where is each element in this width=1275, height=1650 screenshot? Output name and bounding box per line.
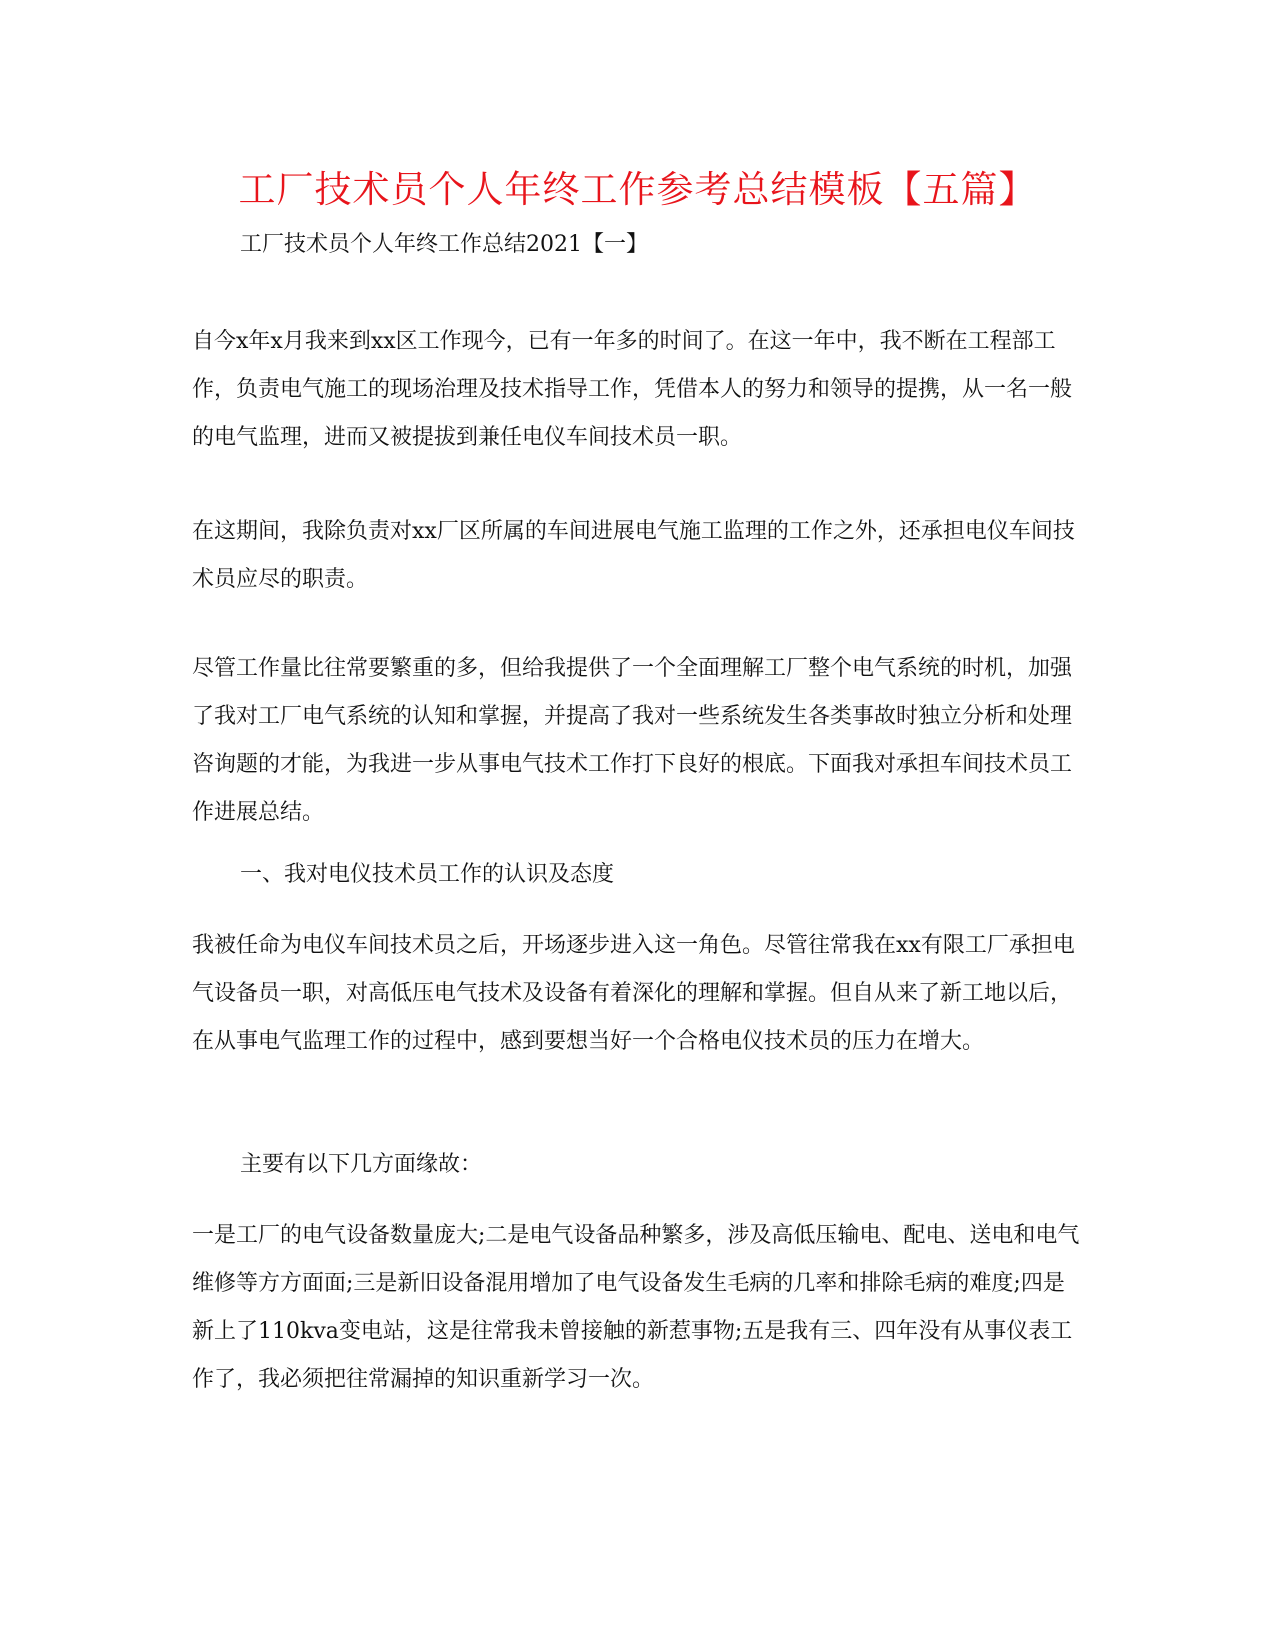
paragraph-reasons-list: 一是工厂的电气设备数量庞大;二是电气设备品种繁多，涉及高低压输电、配电、送电和电气维修等方方面面;三是新旧设备混用增加了电气设备发生毛病的几率和排除毛病的难度;四是新上了110kva变电站，这是往常我未曾接触的新惹事物;五是我有三、四年没有从事仪表工作了，我必须把往常漏掉的知识重新学习一次。 [192, 1223, 1080, 1392]
document-title: 工厂技术员个人年终工作参考总结模板【五篇】 [238, 168, 1037, 211]
paragraph-duties: 在这期间，我除负责对xx厂区所属的车间进展电气施工监理的工作之外，还承担电仪车间技术员应尽的职责。 [192, 519, 1075, 592]
heading-understanding: 一、我对电仪技术员工作的认识及态度 [240, 862, 615, 887]
paragraph-workload: 尽管工作量比往常要繁重的多，但给我提供了一个全面理解工厂整个电气系统的时机，加强了我对工厂电气系统的认知和掌握，并提高了我对一些系统发生各类事故时独立分析和处理咨询题的才能，为我进一步从事电气技术工作打下良好的根底。下面我对承担车间技术员工作进展总结。 [192, 656, 1073, 825]
paragraph-appointment: 我被任命为电仪车间技术员之后，开场逐步进入这一角色。尽管往常我在xx有限工厂承担电气设备员一职，对高低压电气技术及设备有着深化的理解和掌握。但自从来了新工地以后，在从事电气监理工作的过程中，感到要想当好一个合格电仪技术员的压力在增大。 [192, 933, 1075, 1054]
paragraph-intro: 自今x年x月我来到xx区工作现今，已有一年多的时间了。在这一年中，我不断在工程部工作，负责电气施工的现场治理及技术指导工作，凭借本人的努力和领导的提携，从一名一般的电气监理，进而又被提拔到兼任电仪车间技术员一职。 [192, 329, 1073, 450]
heading-reasons: 主要有以下几方面缘故： [240, 1152, 483, 1177]
section-subtitle: 工厂技术员个人年终工作总结2021【一】 [240, 232, 648, 257]
